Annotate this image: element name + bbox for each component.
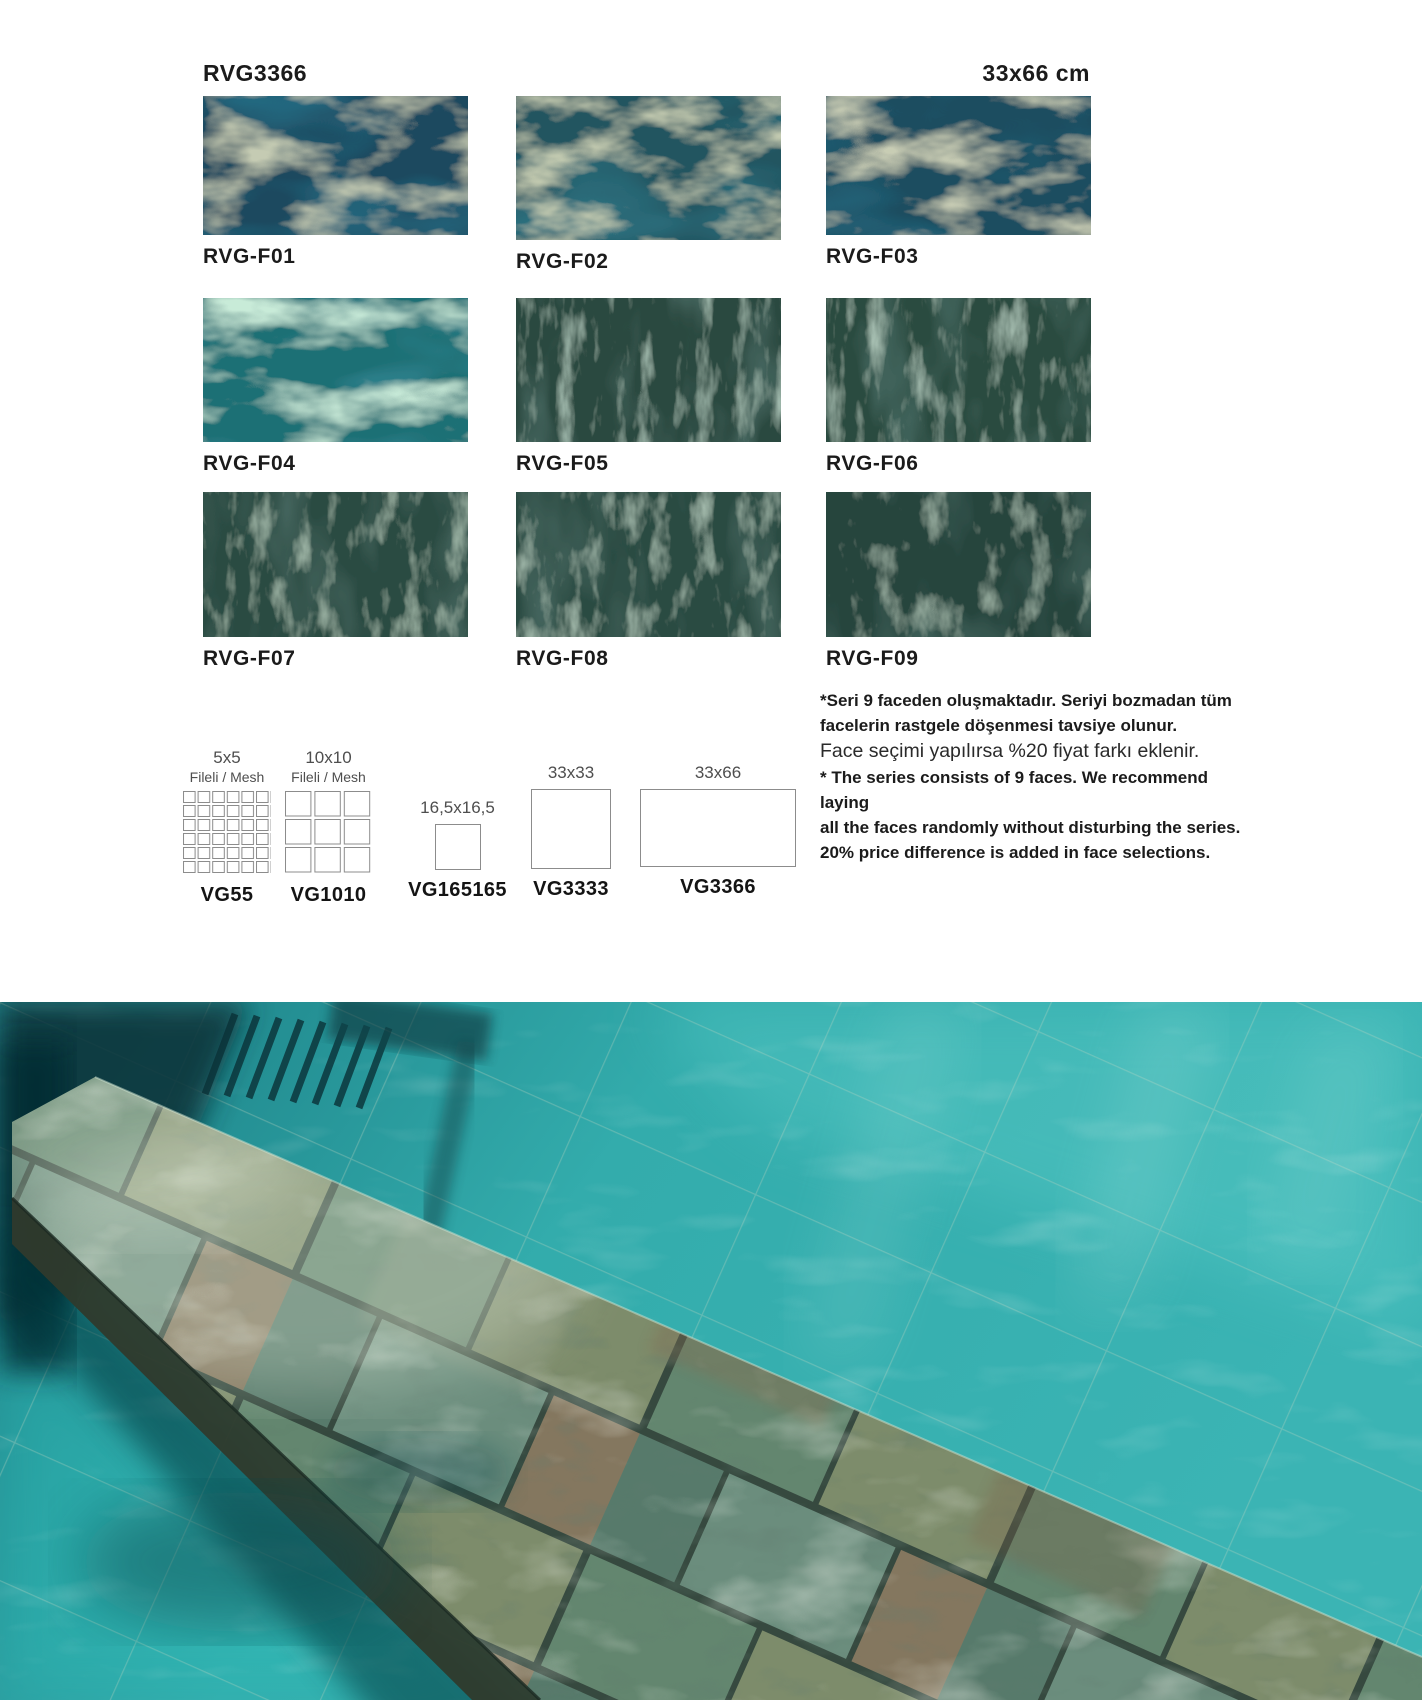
tile-card — [203, 96, 468, 269]
tile-swatch-image — [516, 96, 781, 240]
tile-size-heading: 33x66 cm — [982, 60, 1090, 86]
tile-face-code: RVG-F03 — [826, 245, 919, 268]
tile-card — [826, 492, 1091, 671]
mesh-grid-10x10-icon — [285, 791, 373, 875]
tile-card — [203, 298, 468, 476]
format-vg1010 — [276, 748, 381, 907]
format-vg55 — [172, 748, 282, 907]
tile-swatch-image — [203, 96, 468, 235]
tile-face-code: RVG-F07 — [203, 647, 296, 670]
format-vg3333 — [521, 763, 621, 901]
tile-card — [516, 96, 781, 274]
format-mesh-label: Fileli / Mesh — [189, 769, 265, 785]
note-en-line1: * The series consists of 9 faces. We recommend laying — [820, 768, 1209, 812]
note-en-line3: 20% price difference is added in face selections. — [820, 843, 1211, 862]
format-code: VG1010 — [290, 884, 367, 906]
format-size-label: 10x10 — [305, 748, 352, 767]
format-mesh-label: Fileli / Mesh — [291, 769, 366, 785]
format-code: VG3366 — [680, 876, 756, 898]
format-vg165165 — [400, 798, 515, 902]
tile-swatch-image — [826, 298, 1091, 442]
tile-face-code: RVG-F01 — [203, 245, 296, 268]
format-code: VG165165 — [408, 879, 507, 901]
format-vg3366 — [640, 763, 796, 899]
tile-card — [826, 298, 1091, 476]
tile-face-code: RVG-F08 — [516, 647, 609, 670]
tile-face-code: RVG-F05 — [516, 452, 609, 475]
format-size-label: 16,5x16,5 — [420, 798, 495, 817]
tile-swatch-image — [826, 492, 1091, 637]
note-tr-line2: facelerin rastgele döşenmesi tavsiye olunur. — [820, 716, 1178, 735]
series-notes — [820, 688, 1250, 865]
note-en-line2: all the faces randomly without disturbing the series. — [820, 818, 1241, 837]
size-square-outline — [531, 789, 611, 869]
tile-card — [826, 96, 1091, 269]
tile-card — [203, 492, 468, 671]
tile-swatch-image — [826, 96, 1091, 235]
note-tr-light: Face seçimi yapılırsa %20 fiyat farkı eklenir. — [820, 740, 1200, 762]
tile-card — [516, 298, 781, 476]
series-code-heading: RVG3366 — [203, 60, 308, 86]
format-code: VG3333 — [533, 878, 609, 900]
tile-swatch-image — [203, 298, 468, 442]
tile-swatch-image — [203, 492, 468, 637]
format-size-label: 5x5 — [213, 748, 241, 767]
format-size-label: 33x66 — [694, 763, 742, 782]
size-square-outline — [435, 824, 481, 870]
pool-application-photo — [0, 1002, 1422, 1700]
tile-face-code: RVG-F06 — [826, 452, 919, 475]
tile-card — [516, 492, 781, 671]
tile-swatch-image — [516, 298, 781, 442]
format-code: VG55 — [200, 884, 254, 906]
tile-face-code: RVG-F04 — [203, 452, 296, 475]
tile-swatch-image — [516, 492, 781, 637]
size-rect-outline — [640, 789, 796, 867]
tile-face-code: RVG-F09 — [826, 647, 919, 670]
tile-face-code: RVG-F02 — [516, 250, 609, 273]
format-size-label: 33x33 — [547, 763, 595, 782]
note-tr-line1: *Seri 9 faceden oluşmaktadır. Seriyi bozmadan tüm — [820, 691, 1232, 710]
mesh-grid-5x5-icon — [183, 791, 271, 875]
